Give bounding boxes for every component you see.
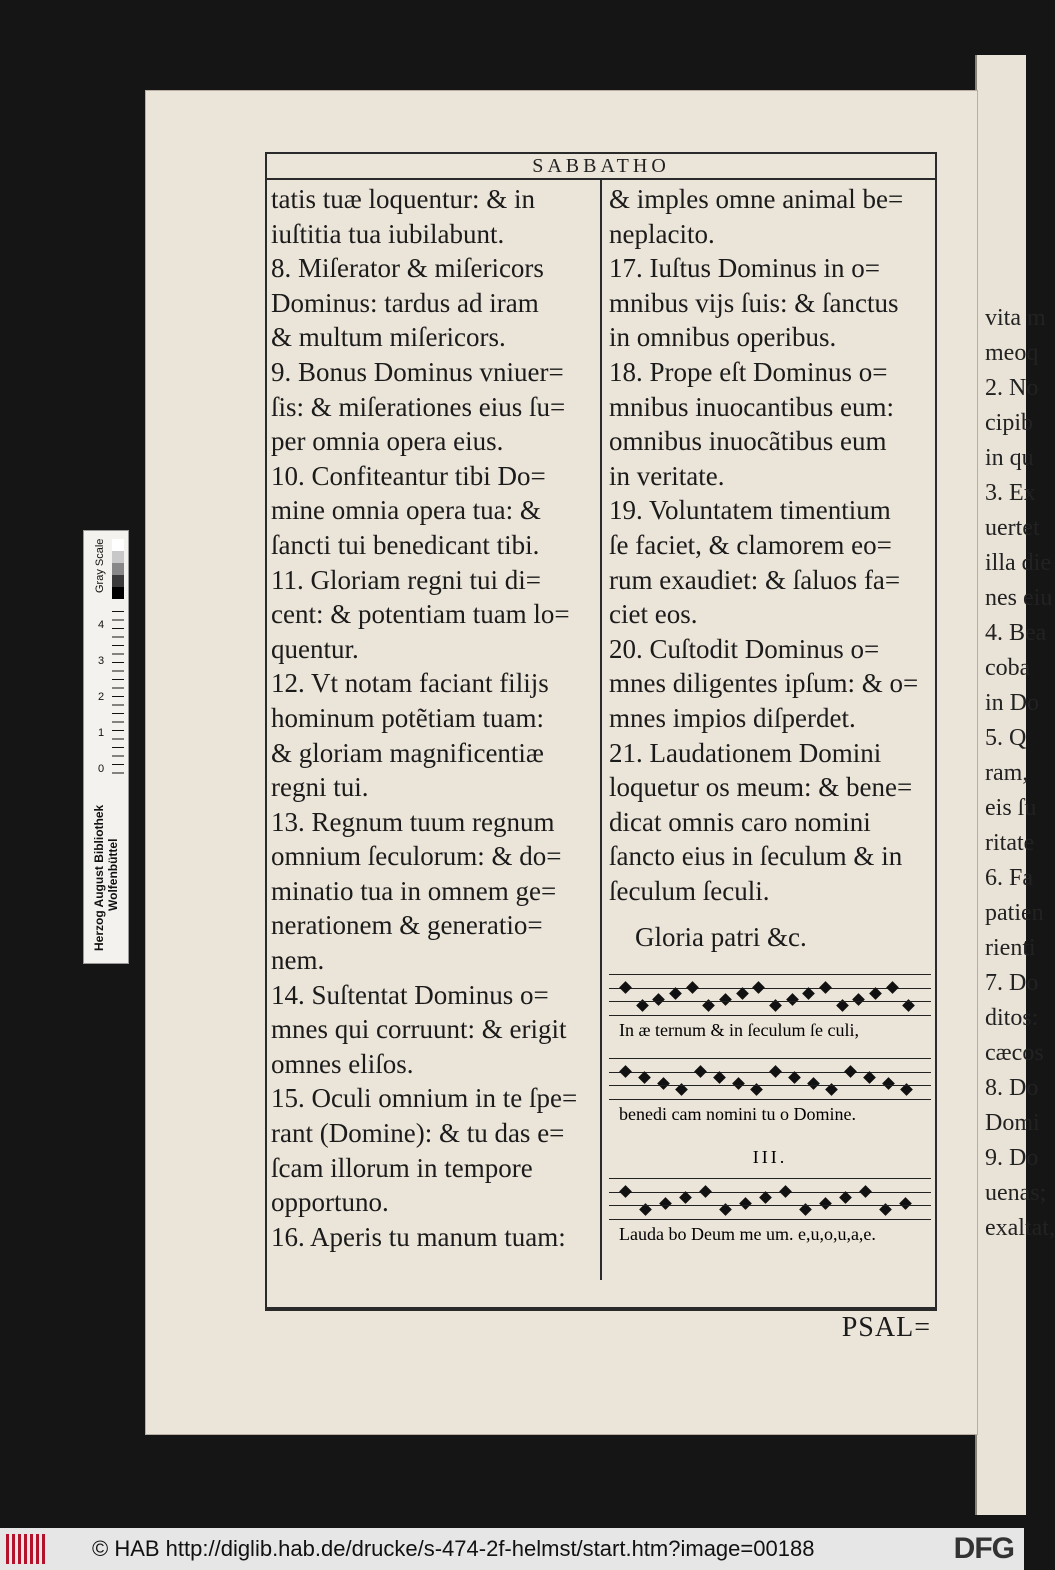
facing-text-line: exaltat, [985, 1215, 1055, 1241]
text-line: mnes diligentes ipſum: & o= [609, 668, 919, 699]
neume-note [636, 999, 649, 1012]
facing-text-line: cæcos [985, 1040, 1044, 1066]
neume-note [879, 1203, 892, 1216]
text-line: regni tui. [271, 772, 369, 803]
music-staff [609, 974, 931, 1016]
neume-note [739, 1197, 752, 1210]
neume-note [836, 999, 849, 1012]
text-line: 11. Gloriam regni tui di= [271, 564, 541, 595]
neume-note [702, 999, 715, 1012]
running-head: SABBATHO [267, 154, 935, 180]
text-line: 9. Bonus Dominus vniuer= [271, 356, 564, 387]
text-line: in veritate. [609, 460, 725, 491]
facing-text-line: 9. Do [985, 1145, 1039, 1171]
facing-text-line: vita m [985, 305, 1046, 331]
text-line: & imples omne animal be= [609, 184, 904, 214]
text-line: quentur. [271, 633, 359, 664]
neume-note [788, 1071, 801, 1084]
neume-note [863, 1071, 876, 1084]
lyric-line: Lauda bo Deum me um. e,u,o,u,a,e. [619, 1224, 876, 1244]
institution-label: Herzog August Bibliothek Wolfenbüttel [92, 804, 120, 951]
music-staff [609, 1058, 931, 1100]
facing-text-line: rienti [985, 935, 1036, 961]
neume-note [732, 1077, 745, 1090]
text-line: nerationem & generatio= [271, 910, 543, 941]
facing-text-line: patien [985, 900, 1044, 926]
lyric-line: In æ ternum & in ſeculum ſe culi, [619, 1020, 859, 1040]
neume-note [900, 1083, 913, 1096]
neume-note [825, 1083, 838, 1096]
catchword: PSAL= [841, 1312, 931, 1343]
text-line: iuſtitia tua iubilabunt. [271, 218, 505, 249]
neume-note [694, 1065, 707, 1078]
text-line: Dominus: tardus ad iram [271, 287, 539, 318]
right-column [609, 182, 931, 954]
neume-note [619, 1065, 632, 1078]
neume-note [638, 1071, 651, 1084]
text-line: dicat omnis caro nomini [609, 806, 871, 837]
text-line: 19. Voluntatem timentium [609, 495, 891, 526]
text-line: neplacito. [609, 218, 715, 249]
facing-page [975, 55, 1055, 1515]
ruler-number: 4 [98, 619, 105, 631]
facing-text-line: illa die [985, 550, 1051, 576]
facing-text-line: 7. Do [985, 970, 1039, 996]
neume-note [844, 1065, 857, 1078]
neume-note [713, 1071, 726, 1084]
facing-text-line: in Do [985, 690, 1039, 716]
facing-text-line: 5. Q [985, 725, 1027, 751]
text-line: hominum potẽtiam tuam: [271, 702, 544, 733]
facing-text-line: eis ſu [985, 795, 1037, 821]
text-line: rum exaudiet: & ſaluos fa= [609, 564, 901, 595]
neume-note [852, 993, 865, 1006]
neume-note [679, 1191, 692, 1204]
neume-note [769, 1065, 782, 1078]
text-line: nem. [271, 945, 325, 976]
neume-note [819, 981, 832, 994]
text-line: 16. Aperis tu manum tuam: [271, 1221, 566, 1252]
text-line: & multum miſericors. [271, 322, 506, 353]
facing-text-line: meoq [985, 340, 1039, 366]
text-line: tatis tuæ loquentur: & in [271, 184, 535, 214]
neume-note [882, 1077, 895, 1090]
facing-text-line: 6. Fa [985, 865, 1033, 891]
text-line: mnes impios diſperdet. [609, 702, 856, 733]
gloria-line: Gloria patri &c. [635, 922, 807, 953]
text-line: ſancto eius in ſeculum & in [609, 841, 903, 872]
facing-text-line: 3. Ex [985, 480, 1036, 506]
gray-scale-label: Gray Scale [94, 538, 106, 593]
text-line: opportuno. [271, 1187, 389, 1218]
facing-text-line: 2. No [985, 375, 1039, 401]
text-line: 20. Cuſtodit Dominus o= [609, 633, 880, 664]
facing-text-line: ram, [985, 760, 1029, 786]
left-column [271, 182, 593, 1254]
ruler-number: 2 [98, 691, 105, 703]
neume-note [659, 1197, 672, 1210]
neume-note [619, 981, 632, 994]
neume-note [799, 1203, 812, 1216]
text-frame [265, 152, 937, 1311]
neume-note [902, 999, 915, 1012]
facing-text-line: coba [985, 655, 1031, 681]
facing-text-line: 4. Bea [985, 620, 1047, 646]
neume-note [652, 993, 665, 1006]
text-line: 15. Oculi omnium in te ſpe= [271, 1083, 578, 1114]
facing-text-line: uertet [985, 515, 1040, 541]
neume-note [779, 1185, 792, 1198]
neume-note [657, 1077, 670, 1090]
ruler-ticks [112, 611, 124, 781]
text-line: mnes qui corruunt: & erigit [271, 1014, 567, 1045]
neume-note [669, 987, 682, 1000]
neume-note [736, 987, 749, 1000]
neume-note [675, 1083, 688, 1096]
lyric-line: benedi cam nomini tu o Domine. [619, 1104, 856, 1124]
neume-note [859, 1185, 872, 1198]
book-page [145, 90, 978, 1435]
facing-text-line: in qu [985, 445, 1034, 471]
neume-note [786, 993, 799, 1006]
neume-note [759, 1191, 772, 1204]
music-staff [609, 1178, 931, 1220]
neume-note [769, 999, 782, 1012]
facing-text-line: 8. Do [985, 1075, 1039, 1101]
text-line: omnes eliſos. [271, 1048, 414, 1079]
text-line: 17. Iuſtus Dominus in o= [609, 253, 880, 284]
text-line: 12. Vt notam faciant filijs [271, 668, 549, 699]
text-line: 14. Suſtentat Dominus o= [271, 979, 549, 1010]
facing-text-line: uenas; [985, 1180, 1047, 1206]
text-line: per omnia opera eius. [271, 426, 504, 457]
facing-text-line: ditos: [985, 1005, 1039, 1031]
ruler-number: 1 [98, 727, 105, 739]
text-line: omnibus inuocãtibus eum [609, 426, 887, 457]
text-line: & gloriam magnificentiæ [271, 737, 544, 768]
facing-text-line: cipib [985, 410, 1033, 436]
text-line: cent: & potentiam tuam lo= [271, 599, 570, 630]
neume-note [869, 987, 882, 1000]
text-line: ſeculum ſeculi. [609, 875, 770, 906]
gray-swatches [112, 539, 124, 599]
neume-note [819, 1197, 832, 1210]
text-line: omnium ſeculorum: & do= [271, 841, 562, 872]
neume-note [699, 1185, 712, 1198]
text-line: 10. Confiteantur tibi Do= [271, 460, 546, 491]
footer-url[interactable]: © HAB http://diglib.hab.de/drucke/s-474-2f-helmst/start.htm?image=00188 [92, 1536, 815, 1561]
neume-note [807, 1077, 820, 1090]
bottom-rule [265, 1307, 937, 1309]
column-divider [600, 180, 602, 1280]
neume-note [719, 993, 732, 1006]
music-notation [609, 974, 931, 1248]
text-line: ſcam illorum in tempore [271, 1152, 533, 1183]
ruler-number: 0 [98, 763, 105, 775]
text-line: mnibus inuocantibus eum: [609, 391, 894, 422]
text-line: minatio tua in omnem ge= [271, 875, 557, 906]
neume-note [719, 1203, 732, 1216]
neume-note [839, 1191, 852, 1204]
facing-text-line: nes eiu [985, 585, 1053, 611]
text-line: 21. Laudationem Domini [609, 737, 882, 768]
text-line: mine omnia opera tua: & [271, 495, 541, 526]
neume-note [639, 1203, 652, 1216]
text-line: mnibus vijs ſuis: & ſanctus [609, 287, 899, 318]
text-line: in omnibus operibus. [609, 322, 837, 353]
text-line: 18. Prope eſt Dominus o= [609, 356, 888, 387]
gray-scale-bar [83, 530, 129, 964]
facing-text-line: ritate [985, 830, 1035, 856]
text-line: ſancti tui benedicant tibi. [271, 529, 540, 560]
text-line: rant (Domine): & tu das e= [271, 1118, 565, 1149]
neume-note [619, 1185, 632, 1198]
text-line: ſis: & miſerationes eius ſu= [271, 391, 566, 422]
neume-note [899, 1197, 912, 1210]
hab-logo-icon [6, 1534, 46, 1564]
footer-bar [0, 1528, 1024, 1570]
text-line: 13. Regnum tuum regnum [271, 806, 555, 837]
neume-note [686, 981, 699, 994]
text-line: ciet eos. [609, 599, 698, 630]
text-line: 8. Miſerator & miſericors [271, 253, 544, 284]
tone-number: III. [752, 1147, 788, 1167]
neume-note [750, 1083, 763, 1096]
neume-note [752, 981, 765, 994]
neume-note [802, 987, 815, 1000]
facing-text-line: Domi [985, 1110, 1040, 1136]
ruler-number: 3 [98, 655, 105, 667]
neume-note [886, 981, 899, 994]
dfg-logo: DFG [953, 1532, 1014, 1565]
text-line: ſe faciet, & clamorem eo= [609, 529, 892, 560]
text-line: loquetur os meum: & bene= [609, 772, 913, 803]
